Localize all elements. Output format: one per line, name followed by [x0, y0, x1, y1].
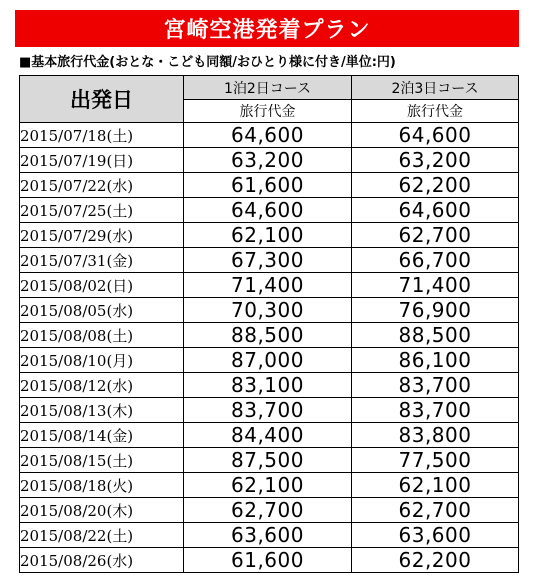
price-1night-cell: 87,500 [184, 448, 352, 473]
table-row [20, 323, 519, 348]
departure-date-cell: 2015/08/10(月) [20, 348, 184, 373]
price-subheader-1night: 旅行代金 [184, 100, 352, 123]
price-1night-cell: 64,600 [184, 198, 352, 223]
table-row [20, 423, 519, 448]
price-1night-cell: 84,400 [184, 423, 352, 448]
table-row [20, 173, 519, 198]
table-body [20, 123, 519, 573]
price-1night-cell: 71,400 [184, 273, 352, 298]
departure-date-cell: 2015/08/26(水) [20, 548, 184, 573]
price-2night-cell: 62,700 [352, 498, 519, 523]
table-row [20, 473, 519, 498]
table-header-row [20, 76, 519, 100]
plan-title: 宮崎空港発着プラン [163, 18, 371, 43]
price-table [19, 75, 519, 573]
departure-date-cell: 2015/08/18(火) [20, 473, 184, 498]
price-2night-cell: 83,700 [352, 398, 519, 423]
departure-date-cell: 2015/07/29(水) [20, 223, 184, 248]
price-2night-cell: 71,400 [352, 273, 519, 298]
table-row [20, 498, 519, 523]
price-2night-cell: 83,800 [352, 423, 519, 448]
departure-date-cell: 2015/08/12(水) [20, 373, 184, 398]
price-2night-cell: 64,600 [352, 198, 519, 223]
departure-date-cell: 2015/07/25(土) [20, 198, 184, 223]
price-1night-cell: 83,700 [184, 398, 352, 423]
departure-date-cell: 2015/08/02(日) [20, 273, 184, 298]
table-row [20, 148, 519, 173]
departure-date-cell: 2015/07/31(金) [20, 248, 184, 273]
price-2night-cell: 64,600 [352, 123, 519, 148]
price-2night-cell: 63,200 [352, 148, 519, 173]
price-2night-cell: 86,100 [352, 348, 519, 373]
departure-date-cell: 2015/08/14(金) [20, 423, 184, 448]
plan-title-banner [15, 10, 519, 47]
price-2night-cell: 62,100 [352, 473, 519, 498]
table-row [20, 248, 519, 273]
price-1night-cell: 62,700 [184, 498, 352, 523]
price-1night-cell: 64,600 [184, 123, 352, 148]
price-2night-cell: 62,200 [352, 173, 519, 198]
table-row [20, 373, 519, 398]
departure-date-cell: 2015/08/13(木) [20, 398, 184, 423]
table-row [20, 198, 519, 223]
departure-date-cell: 2015/08/15(土) [20, 448, 184, 473]
price-2night-cell: 77,500 [352, 448, 519, 473]
departure-date-cell: 2015/07/19(日) [20, 148, 184, 173]
price-2night-cell: 66,700 [352, 248, 519, 273]
table-row [20, 123, 519, 148]
departure-date-cell: 2015/08/08(土) [20, 323, 184, 348]
price-2night-cell: 62,700 [352, 223, 519, 248]
price-1night-cell: 83,100 [184, 373, 352, 398]
price-2night-cell: 62,200 [352, 548, 519, 573]
departure-date-header: 出発日 [20, 76, 184, 123]
price-1night-cell: 88,500 [184, 323, 352, 348]
departure-date-cell: 2015/07/18(土) [20, 123, 184, 148]
table-row [20, 348, 519, 373]
table-row [20, 523, 519, 548]
price-2night-cell: 63,600 [352, 523, 519, 548]
price-2night-cell: 88,500 [352, 323, 519, 348]
price-subheader-2night: 旅行代金 [352, 100, 519, 123]
price-1night-cell: 67,300 [184, 248, 352, 273]
table-row [20, 223, 519, 248]
table-row [20, 273, 519, 298]
price-1night-cell: 70,300 [184, 298, 352, 323]
price-1night-cell: 61,600 [184, 548, 352, 573]
price-2night-cell: 83,700 [352, 373, 519, 398]
course-header-1night: 1泊2日コース [184, 76, 352, 100]
table-row [20, 298, 519, 323]
price-1night-cell: 87,000 [184, 348, 352, 373]
price-2night-cell: 76,900 [352, 298, 519, 323]
price-1night-cell: 63,200 [184, 148, 352, 173]
departure-date-cell: 2015/08/20(木) [20, 498, 184, 523]
course-header-2night: 2泊3日コース [352, 76, 519, 100]
price-1night-cell: 62,100 [184, 473, 352, 498]
departure-date-cell: 2015/08/05(水) [20, 298, 184, 323]
price-table-caption: ■基本旅行代金(おとな・こども同額/おひとり様に付き/単位:円) [19, 55, 396, 70]
price-1night-cell: 62,100 [184, 223, 352, 248]
price-1night-cell: 63,600 [184, 523, 352, 548]
departure-date-cell: 2015/07/22(水) [20, 173, 184, 198]
departure-date-cell: 2015/08/22(土) [20, 523, 184, 548]
table-row [20, 448, 519, 473]
price-1night-cell: 61,600 [184, 173, 352, 198]
table-row [20, 548, 519, 573]
table-row [20, 398, 519, 423]
